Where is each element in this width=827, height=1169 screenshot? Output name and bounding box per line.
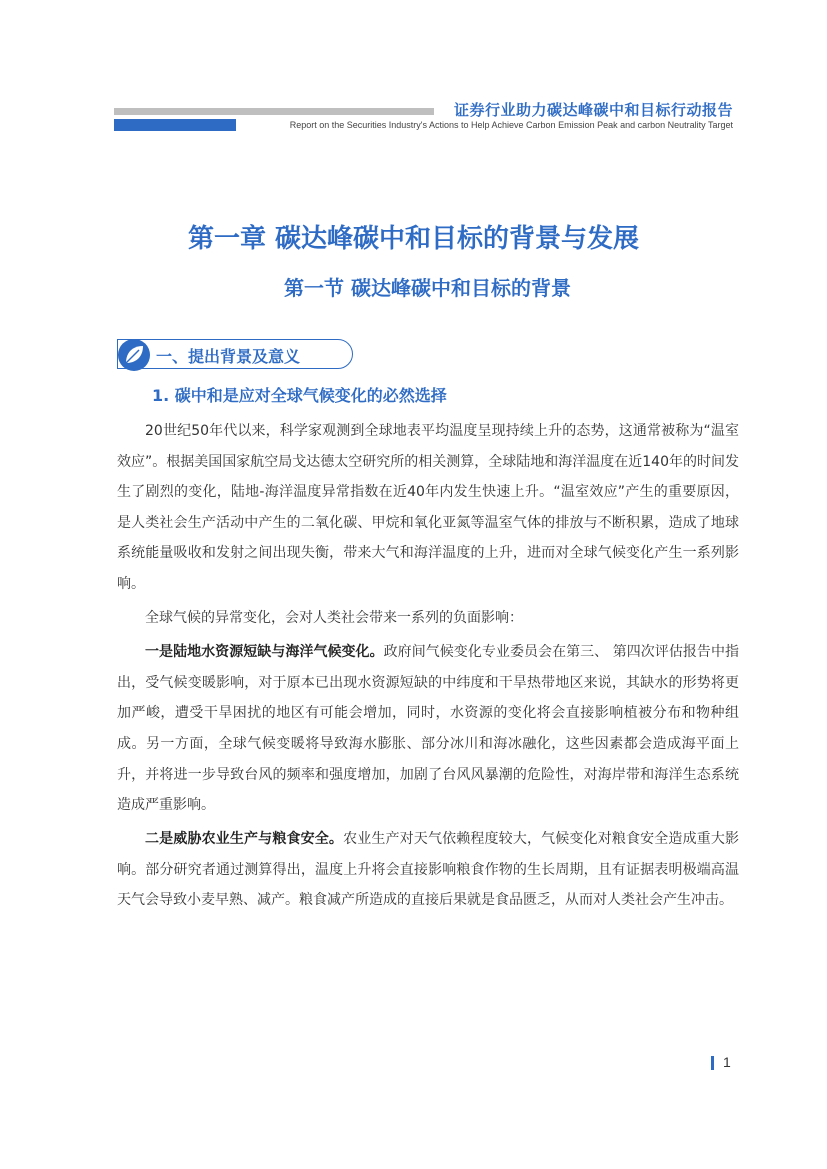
paragraph-3-text: 政府间气候变化专业委员会在第三、 第四次评估报告中指出，受气候变暖影响，对于原本已出现水资源短缺的中纬度和干旱热带地区来说，其缺水的形势将更加严峻，遭受干旱困扰的地区有可能会增加，同时，水资源的变化将会直接影响植被分布和物种组成。另一方面，全球气候变暖将导致海水膨胀、部分冰川和海冰融化，这些因素都会造成海平面上升，并将进一步导致台风的频率和强度增加，加剧了台风风暴潮的危险性，对海岸带和海洋生态系统造成严重影响。	[117, 644, 739, 814]
body-text	[117, 416, 739, 920]
paragraph-4	[117, 824, 739, 916]
header-blue-bar	[114, 119, 236, 131]
paragraph-2: 全球气候的异常变化，会对人类社会带来一系列的负面影响：	[145, 610, 523, 627]
paragraph-4-text: 农业生产对天气依赖程度较大，气候变化对粮食安全造成重大影响。部分研究者通过测算得出，温度上升将会直接影响粮食作物的生长周期，且有证据表明极端高温天气会导致小麦早熟、减产。粮食减产所造成的直接后果就是食品匮乏，从而对人类社会产生冲击。	[117, 831, 740, 909]
subsection-label: 一、提出背景及意义	[156, 347, 301, 366]
paragraph-1: 20世纪50年代以来，科学家观测到全球地表平均温度呈现持续上升的态势，这通常被称为“温室效应”。根据美国国家航空局戈达德太空研究所的相关测算，全球陆地和海洋温度在近140年的时间发生了剧烈的变化，陆地-海洋温度异常指数在近40年内发生快速上升。“温室效应”产生的重要原因，是人类社会生产活动中产生的二氧化碳、甲烷和氧化亚氮等温室气体的排放与不断积累，造成了地球系统能量吸收和发射之间出现失衡，带来大气和海洋温度的上升，进而对全球气候变化产生一系列影响。	[117, 423, 739, 592]
paragraph-4-lead: 二是威胁农业生产与粮食安全。	[145, 831, 344, 848]
section-title: 第一节 碳达峰碳中和目标的背景	[284, 276, 571, 300]
header-title-en: Report on the Securities Industry's Actions to Help Achieve Carbon Emission Peak and carbon Neutrality Target	[289, 120, 733, 130]
leaf-icon	[117, 338, 151, 372]
chapter-title: 第一章 碳达峰碳中和目标的背景与发展	[187, 224, 640, 254]
page-number-bar	[711, 1056, 714, 1070]
heading-1: 1. 碳中和是应对全球气候变化的必然选择	[152, 386, 447, 405]
paragraph-3	[117, 637, 739, 821]
paragraph-3-lead: 一是陆地水资源短缺与海洋气候变化。	[145, 644, 384, 661]
header-gray-bar	[114, 108, 434, 115]
page-number: 1	[723, 1054, 731, 1070]
header-title-cn: 证券行业助力碳达峰碳中和目标行动报告	[453, 101, 733, 119]
